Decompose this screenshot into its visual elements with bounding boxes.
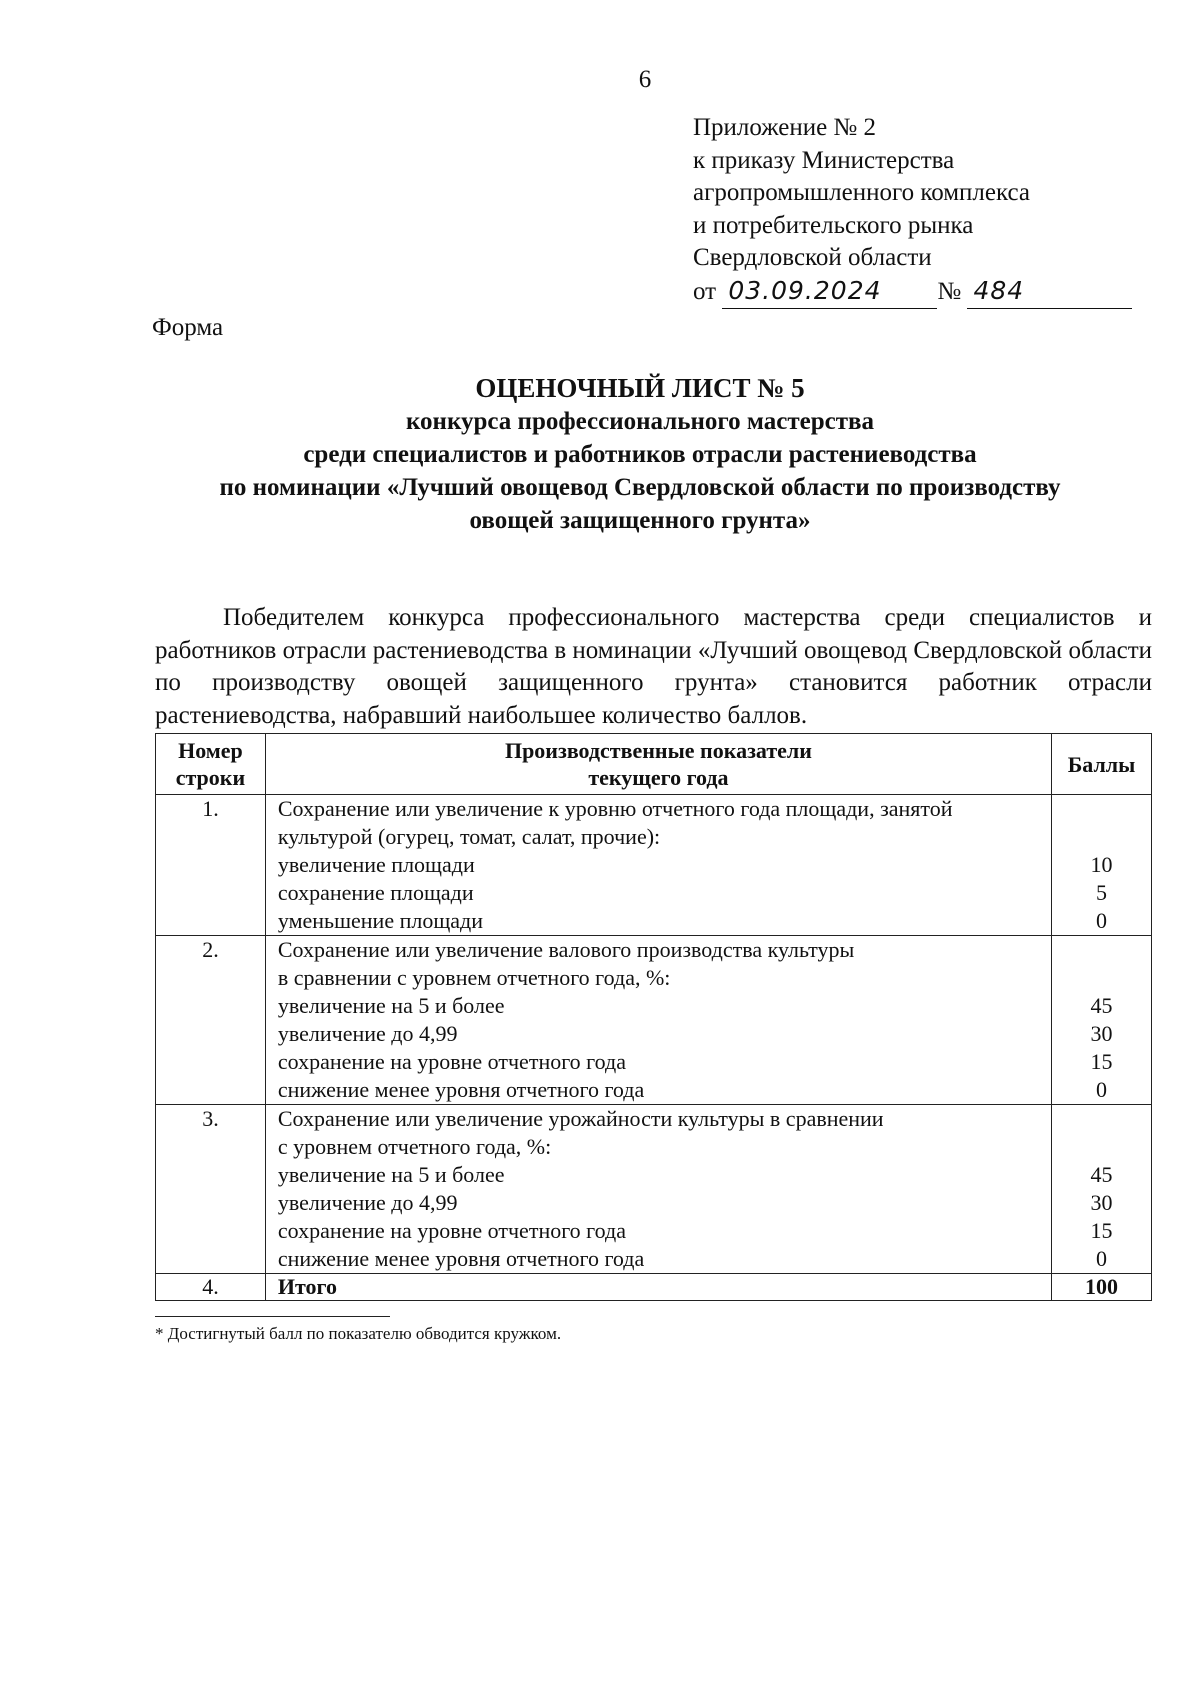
handwritten-number: 484 [973,275,1025,305]
points-cell [1052,1105,1152,1274]
header-text: Баллы [1067,751,1136,777]
points-cell [1052,795,1152,936]
indicator-line: Сохранение или увеличение валового производства культуры [277,937,855,962]
appendix-block [693,112,1132,309]
title-line: по номинации «Лучший овощевод Свердловской области по производству [219,474,1061,501]
points-value: 15 [1090,1049,1113,1074]
header-indicator [265,734,1051,795]
indicator-line: сохранение площади [277,880,474,905]
indicator-line: с уровнем отчетного года, %: [277,1134,552,1159]
row-number: 1. [156,795,266,936]
date-field [722,275,937,310]
row-number: 3. [156,1105,266,1274]
table-body [156,795,1152,1301]
indicator-line: увеличение на 5 и более [277,1162,505,1187]
row-number: 2. [156,936,266,1105]
indicator-line: в сравнении с уровнем отчетного года, %: [277,965,671,990]
total-row-number: 4. [156,1274,266,1301]
header-text: текущего года [588,765,729,790]
points-value: 0 [1096,1246,1107,1271]
indicator-cell [265,1105,1051,1274]
points-value: 0 [1096,908,1107,933]
appendix-line: и потребительского рынка [693,211,974,239]
header-points [1052,734,1152,795]
appendix-date-line [693,275,1132,310]
appendix-line: Свердловской области [693,244,932,271]
points-value: 30 [1090,1021,1113,1046]
footnote-divider [155,1316,390,1317]
header-row-number [156,734,266,795]
indicator-line: Сохранение или увеличение к уровню отчетного года площади, занятой [277,796,953,821]
title-block [140,372,1140,537]
points-value [1052,964,1151,992]
points-cell [1052,936,1152,1105]
appendix-line: к приказу Министерства [693,146,955,174]
appendix-line: Приложение № 2 [693,114,877,141]
points-value [1052,1105,1151,1133]
indicator-cell [265,936,1051,1105]
indicator-line: культурой (огурец, томат, салат, прочие): [277,824,661,849]
indicator-line: увеличение до 4,99 [277,1190,458,1215]
title-line: среди специалистов и работников отрасли растениеводства [303,441,977,468]
total-label: Итого [265,1274,1051,1301]
points-value: 15 [1090,1218,1113,1243]
title-line: конкурса профессионального мастерства [405,408,875,435]
title-line: овощей защищенного грунта» [469,507,811,534]
handwritten-date: 03.09.2024 [728,275,882,305]
page-number: 6 [638,66,652,93]
table-row [156,795,1152,936]
points-value: 0 [1096,1077,1107,1102]
intro-paragraph: Победителем конкурса профессионального мастерства среди специалистов и работников отрасли растениеводства в номинации «Лучший овощевод Свердловской области по производству овощей защищенного грунта» становится работник отрасли растениеводства, набравший наибольшее количество баллов. [155,604,1153,729]
indicator-line: сохранение на уровне отчетного года [277,1049,626,1074]
points-value: 10 [1090,852,1113,877]
points-value: 45 [1090,993,1113,1018]
table-row [156,1105,1152,1274]
header-text: строки [175,765,246,790]
appendix-line: агропромышленного комплекса [693,179,1031,206]
number-label: № [937,277,962,305]
points-value [1052,823,1151,851]
indicator-line: увеличение площади [277,852,475,877]
points-value: 5 [1096,880,1107,905]
points-value: 30 [1090,1190,1113,1215]
indicator-line: снижение менее уровня отчетного года [277,1077,645,1102]
header-text: Номер [178,738,243,763]
header-text: Производственные показатели [504,738,812,763]
number-field [967,275,1132,310]
total-points: 100 [1052,1274,1152,1301]
points-value [1052,795,1151,823]
points-value [1052,1133,1151,1161]
indicator-line: увеличение до 4,99 [277,1021,458,1046]
total-row [156,1274,1152,1301]
table-row [156,936,1152,1105]
indicator-line: увеличение на 5 и более [277,993,505,1018]
indicator-cell [265,795,1051,936]
points-value [1052,936,1151,964]
indicator-line: Сохранение или увеличение урожайности культуры в сравнении [277,1106,884,1131]
form-label: Форма [152,314,224,341]
indicator-line: снижение менее уровня отчетного года [277,1246,645,1271]
points-value: 45 [1090,1162,1113,1187]
document-title: ОЦЕНОЧНЫЙ ЛИСТ № 5 [475,373,805,403]
score-table [155,733,1152,1301]
from-label: от [693,277,717,305]
table-header-row [156,734,1152,795]
footnote: * Достигнутый балл по показателю обводится кружком. [155,1324,562,1343]
indicator-line: уменьшение площади [277,908,484,933]
indicator-line: сохранение на уровне отчетного года [277,1218,626,1243]
